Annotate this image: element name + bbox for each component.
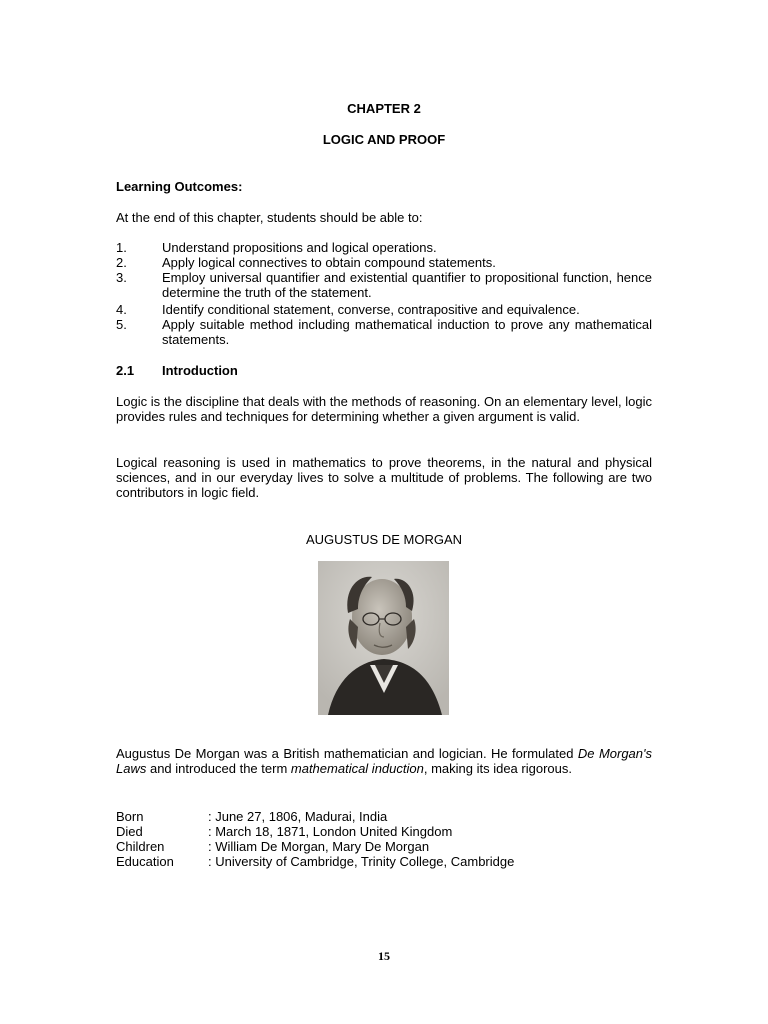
- intro-paragraph: Logical reasoning is used in mathematics to prove theorems, in the natural and physical sciences, and in our everyday lives to solve a multitude of problems. The following are two contributors in logic field.: [116, 455, 652, 500]
- list-item-text: Apply suitable method including mathematical induction to prove any mathematical statements.: [162, 317, 652, 347]
- list-item-text: Apply logical connectives to obtain compound statements.: [162, 255, 496, 270]
- section-number: 2.1: [116, 363, 135, 378]
- list-item-text: Identify conditional statement, converse, contrapositive and equivalence.: [162, 302, 580, 317]
- fact-label-died: Died: [116, 824, 143, 839]
- biography-paragraph: [116, 746, 652, 776]
- list-item-text: Understand propositions and logical operations.: [162, 240, 437, 255]
- list-item-number: 4.: [116, 302, 127, 317]
- fact-value-children: : William De Morgan, Mary De Morgan: [208, 839, 430, 854]
- fact-value-education: : University of Cambridge, Trinity College, Cambridge: [208, 854, 515, 869]
- list-item-number: 1.: [116, 240, 127, 255]
- biography-text: and introduced the term: [146, 761, 291, 776]
- biography-term-mathematical-induction: mathematical induction: [290, 761, 424, 776]
- fact-label-education: Education: [116, 854, 174, 869]
- list-item-number: 2.: [116, 255, 127, 270]
- fact-value-died: : March 18, 1871, London United Kingdom: [208, 824, 453, 839]
- biography-term-de-morgans-laws: De Morgan's Laws: [116, 746, 652, 776]
- chapter-title: LOGIC AND PROOF: [322, 132, 446, 147]
- list-item-text: Employ universal quantifier and existential quantifier to propositional function, hence determine the truth of the statement.: [162, 270, 652, 300]
- page-number: 15: [378, 949, 390, 963]
- learning-outcomes-intro: At the end of this chapter, students should be able to:: [116, 210, 423, 225]
- list-item-number: 3.: [116, 270, 127, 285]
- fact-value-born: : June 27, 1806, Madurai, India: [208, 809, 388, 824]
- section-title: Introduction: [162, 363, 238, 378]
- learning-outcomes-heading: Learning Outcomes:: [116, 179, 243, 194]
- fact-label-born: Born: [116, 809, 144, 824]
- fact-label-children: Children: [116, 839, 165, 854]
- list-item-number: 5.: [116, 317, 127, 332]
- portrait-image: [318, 561, 449, 715]
- biography-text: , making its idea rigorous.: [423, 761, 572, 776]
- contributor-name-heading: AUGUSTUS DE MORGAN: [305, 532, 462, 547]
- chapter-label: CHAPTER 2: [347, 101, 421, 116]
- biography-text: Augustus De Morgan was a British mathematician and logician. He formulated: [116, 746, 578, 761]
- intro-paragraph: Logic is the discipline that deals with the methods of reasoning. On an elementary level, logic provides rules and techniques for determining whether a given argument is valid.: [116, 394, 652, 424]
